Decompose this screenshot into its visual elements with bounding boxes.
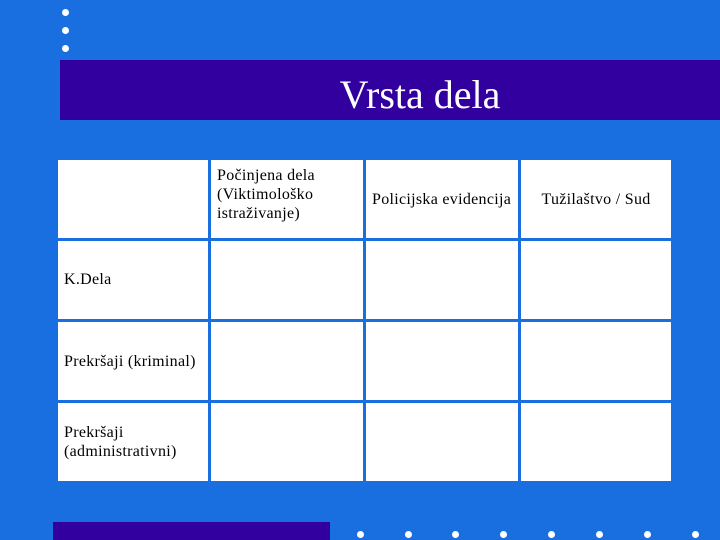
row-label: Prekršaji (administrativni) <box>58 403 208 481</box>
table-cell <box>521 403 671 481</box>
bullet-dot <box>644 531 651 538</box>
table-cell <box>211 403 363 481</box>
table-row <box>58 241 671 319</box>
bullet-dot <box>357 531 364 538</box>
slide-title: Vrsta dela <box>339 72 501 117</box>
header-cell-sud: Tužilaštvo / Sud <box>521 160 671 238</box>
table-cell <box>521 241 671 319</box>
bullet-dot <box>62 45 69 52</box>
bullet-dot <box>500 531 507 538</box>
bullet-dot <box>548 531 555 538</box>
bullet-dot <box>62 27 69 34</box>
table-cell <box>366 322 518 400</box>
title-bar <box>60 60 720 120</box>
row-label: Prekršaji (kriminal) <box>58 322 208 400</box>
table-row <box>58 403 671 481</box>
header-cell-policija: Policijska evidencija <box>366 160 518 238</box>
bullet-dot <box>596 531 603 538</box>
table-cell <box>211 241 363 319</box>
bullet-dot <box>405 531 412 538</box>
bullet-dot <box>692 531 699 538</box>
table-cell <box>521 322 671 400</box>
bullet-dot <box>62 9 69 16</box>
bullet-dot <box>452 531 459 538</box>
header-cell-empty <box>58 160 208 238</box>
table-cell <box>366 241 518 319</box>
bottom-bar <box>53 522 330 540</box>
table-header-row <box>58 160 671 238</box>
header-cell-pocinjena: Počinjena dela (Viktimološko istraživanje) <box>211 160 363 238</box>
table-cell <box>366 403 518 481</box>
row-label: K.Dela <box>58 241 208 319</box>
table-row <box>58 322 671 400</box>
table-cell <box>211 322 363 400</box>
data-table <box>55 157 674 484</box>
